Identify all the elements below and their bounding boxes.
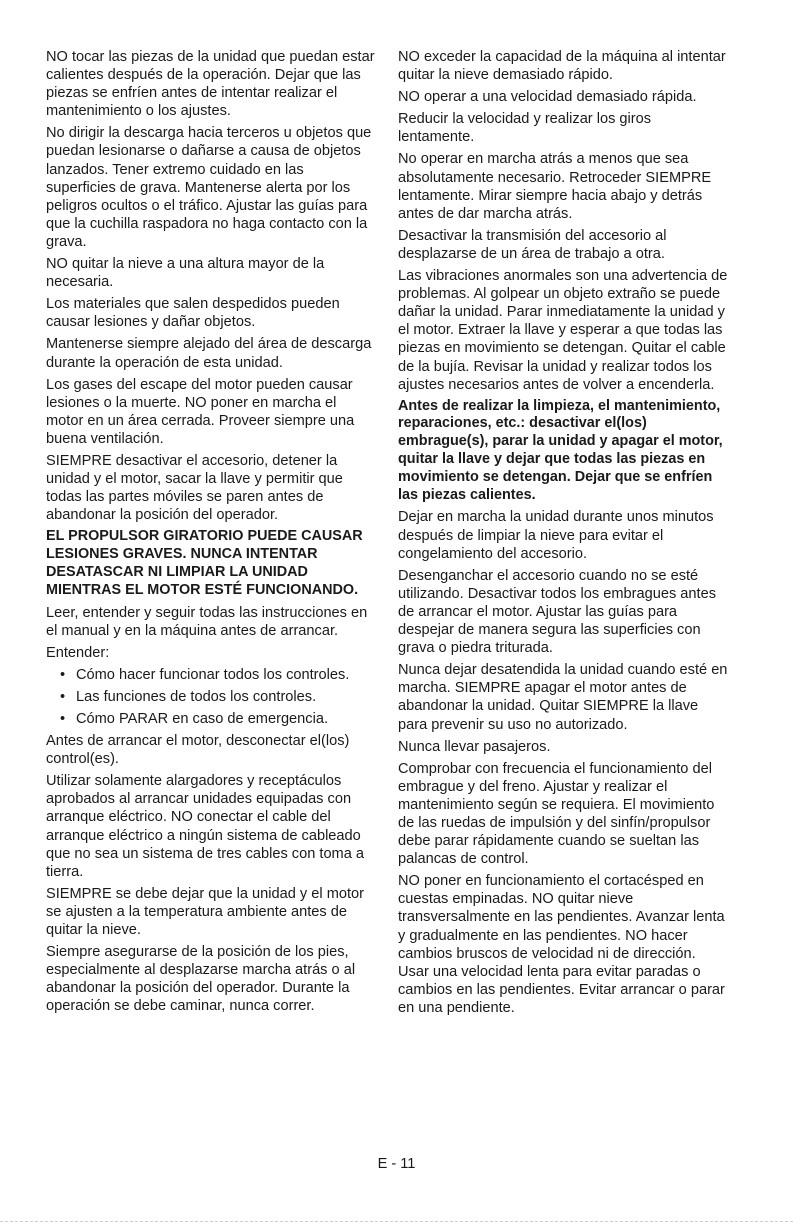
- paragraph: No operar en marcha atrás a menos que sea absolutamente necesario. Retroceder SIEMPRE lentamente. Mirar siempre hacia abajo y detrás antes de dar marcha atrás.: [398, 151, 712, 222]
- list-item: [46, 710, 376, 728]
- paragraph: Utilizar solamente alargadores y receptáculos aprobados al arrancar unidades equipadas con arranque eléctrico. NO conectar el cable del arranque eléctrico a ningún sistema de cableado que no sea un sistema de tres cables con toma a tierra.: [46, 773, 365, 880]
- paragraph: Reducir la velocidad y realizar los giros lentamente.: [398, 111, 652, 146]
- paragraph: Leer, entender y seguir todas las instrucciones en el manual y en la máquina antes de arrancar.: [46, 604, 368, 639]
- paragraph: Entender:: [46, 644, 110, 661]
- list-item-text: Cómo PARAR en caso de emergencia.: [76, 711, 328, 727]
- right-column: [398, 48, 728, 1021]
- bullet-list: [46, 666, 376, 728]
- paragraph: Desenganchar el accesorio cuando no se esté utilizando. Desactivar todos los embragues antes de arrancar el motor. Ajustar las guías para despejar de manera segura las superficies con grava o piedra triturada.: [398, 567, 716, 657]
- paragraph: Siempre asegurarse de la posición de los pies, especialmente al desplazarse marcha atrás o al abandonar la posición del operador. Durante la operación se debe caminar, nunca correr.: [46, 944, 356, 1015]
- left-column: [46, 48, 376, 1020]
- list-item-text: Cómo hacer funcionar todos los controles.: [76, 666, 350, 683]
- paragraph: Las vibraciones anormales son una advertencia de problemas. Al golpear un objeto extraño se puede dañar la unidad. Parar inmediatamente la unidad y el motor. Extraer la llave y esperar a que todas las piezas en movimiento se detengan. Quitar el cable de la bujía. Revisar la unidad y realizar todos los ajustes necesarios antes de volver a encenderla.: [398, 268, 728, 393]
- paragraph: SIEMPRE desactivar el accesorio, detener la unidad y el motor, sacar la llave y permitir que todas las partes móviles se paren antes de abandonar la posición del operador.: [46, 452, 343, 524]
- paragraph: Los gases del escape del motor pueden causar lesiones o la muerte. NO poner en marcha el motor en un área cerrada. Proveer siempre una buena ventilación.: [46, 376, 355, 447]
- paragraph: Comprobar con frecuencia el funcionamiento del embrague y del freno. Ajustar y realizar el mantenimiento según se requiera. El movimiento de las ruedas de impulsión y del sinfín/propulsor debe parar rápidamente cuando se sueltan las palancas de control.: [398, 760, 715, 868]
- paragraph: Antes de arrancar el motor, desconectar el(los) control(es).: [46, 733, 350, 768]
- bullet-icon: •: [60, 688, 66, 705]
- paragraph: Nunca llevar pasajeros.: [398, 738, 551, 755]
- paragraph: Dejar en marcha la unidad durante unos minutos después de limpiar la nieve para evitar el congelamiento del accesorio.: [398, 509, 714, 562]
- bullet-icon: •: [60, 666, 66, 683]
- paragraph: Los materiales que salen despedidos pueden causar lesiones y dañar objetos.: [46, 296, 340, 331]
- paragraph: NO quitar la nieve a una altura mayor de la necesaria.: [46, 256, 325, 291]
- page-edge-divider: [0, 1221, 793, 1223]
- list-item: [46, 688, 376, 706]
- paragraph: Desactivar la transmisión del accesorio al desplazarse de un área de trabajo a otra.: [398, 227, 667, 262]
- paragraph: Nunca dejar desatendida la unidad cuando esté en marcha. SIEMPRE apagar el motor antes de abandonar la unidad. Quitar SIEMPRE la llave para prevenir su uso no autorizado.: [398, 662, 728, 733]
- warning-heading: Antes de realizar la limpieza, el mantenimiento, reparaciones, etc.: desactivar el(los) embrague(s), parar la unidad y apagar el motor, quitar la llave y dejar que todas las piezas en movimiento se detengan. Dejar que se enfríen las piezas calientes.: [398, 397, 723, 503]
- warning-heading: EL PROPULSOR GIRATORIO PUEDE CAUSAR LESIONES GRAVES. NUNCA INTENTAR DESATASCAR NI LIMPIAR LA UNIDAD MIENTRAS EL MOTOR ESTÉ FUNCIONANDO.: [46, 528, 363, 598]
- bullet-icon: •: [60, 711, 66, 727]
- paragraph: No dirigir la descarga hacia terceros u objetos que puedan lesionarse o dañarse a causa de objetos lanzados. Tener extremo cuidado en las superficies de grava. Mantenerse alerta por los peligros ocultos o el tráfico. Ajustar las guías para que la cuchilla raspadora no haga contacto con la grava.: [46, 125, 372, 250]
- paragraph: SIEMPRE se debe dejar que la unidad y el motor se ajusten a la temperatura ambiente antes de quitar la nieve.: [46, 885, 364, 939]
- list-item: [46, 666, 376, 684]
- paragraph: Mantenerse siempre alejado del área de descarga durante la operación de esta unidad.: [46, 336, 372, 371]
- paragraph: NO operar a una velocidad demasiado rápida.: [398, 89, 697, 106]
- list-item-text: Las funciones de todos los controles.: [76, 688, 317, 705]
- paragraph: NO tocar las piezas de la unidad que puedan estar calientes después de la operación. Dejar que las piezas se enfríen antes de intentar realizar el mantenimiento o los ajustes.: [46, 49, 375, 120]
- paragraph: NO exceder la capacidad de la máquina al intentar quitar la nieve demasiado rápido.: [398, 49, 726, 84]
- page-number: E - 11: [377, 1156, 416, 1172]
- paragraph: NO poner en funcionamiento el cortacésped en cuestas empinadas. NO quitar nieve transversalmente en las pendientes. Avanzar lenta y gradualmente en las pendientes. NO hacer cambios bruscos de velocidad ni de dirección. Usar una velocidad lenta para evitar paradas o cambios en las pendientes. Evitar arrancar o parar en una pendiente.: [398, 873, 725, 1016]
